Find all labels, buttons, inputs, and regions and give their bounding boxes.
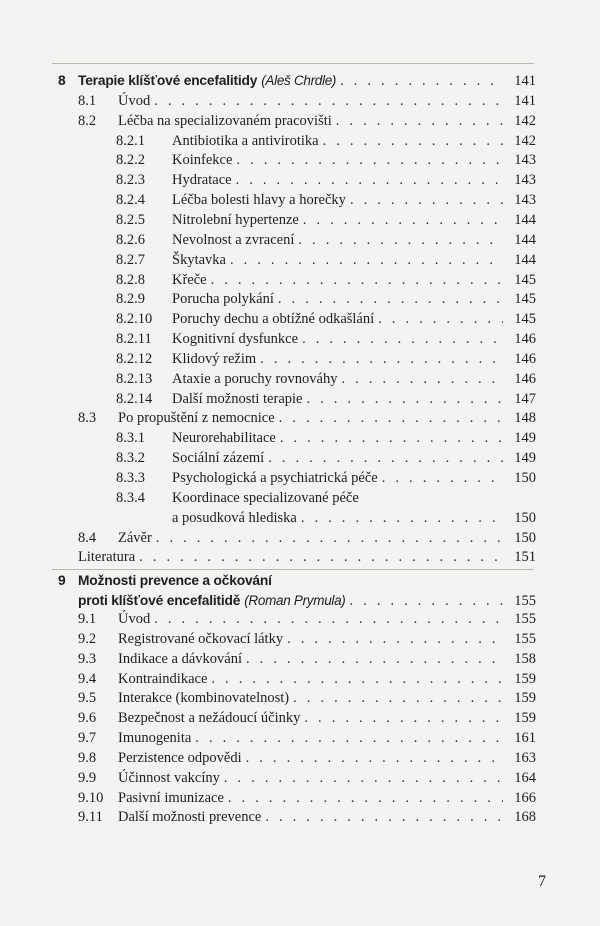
toc-title: Antibiotika a antivirotika (172, 132, 319, 149)
toc-page-number: 166 (514, 789, 536, 806)
toc-row (0, 768, 600, 788)
toc-title: Imunogenita (118, 730, 192, 747)
toc-title: Možnosti prevence a očkování (78, 573, 272, 589)
toc-page-number: 145 (514, 311, 536, 328)
toc-page-number: 145 (514, 291, 536, 308)
toc-number: 8.2.14 (116, 390, 153, 407)
toc-title: Terapie klíšťové encefalitidy (78, 73, 258, 88)
toc-row (0, 528, 600, 548)
toc-number: 8.2.6 (116, 231, 145, 248)
toc-number: 9.2 (78, 630, 97, 647)
toc-title: Hydratace (172, 172, 232, 189)
toc-number: 8.2.5 (116, 211, 145, 228)
toc-row (0, 111, 600, 131)
toc-row (0, 210, 600, 230)
toc-page-number: 155 (514, 593, 536, 610)
toc-title-wrap (118, 669, 503, 689)
toc-row (0, 649, 600, 669)
toc-title-wrap (118, 408, 503, 428)
toc-title: Psychologická a psychiatrická péče (172, 470, 378, 486)
toc-page-number: 143 (514, 172, 536, 189)
dot-leader (297, 508, 503, 528)
toc-title: Léčba bolesti hlavy a horečky (172, 192, 346, 209)
toc-page-number: 145 (514, 271, 536, 288)
toc-number: 8.2.8 (116, 271, 145, 288)
toc-row (0, 309, 600, 329)
toc-title: Koordinace specializované péče (172, 489, 359, 506)
toc-number: 8.2.12 (116, 350, 153, 367)
toc-number: 8.4 (78, 529, 97, 546)
toc-row (0, 250, 600, 270)
toc-title: Škytavka (172, 251, 226, 268)
toc-title: Léčba na specializovaném pracovišti (118, 112, 332, 129)
dot-leader (276, 428, 503, 448)
toc-title: Literatura (78, 549, 136, 566)
toc-title: Po propuštění z nemocnice (118, 410, 275, 427)
toc-title: Křeče (172, 271, 207, 288)
toc-row (0, 508, 600, 528)
toc-number: 9 (58, 573, 66, 589)
toc-page-number: 164 (514, 769, 536, 786)
toc-title-wrap (172, 349, 503, 369)
toc-page-number: 149 (514, 430, 536, 447)
toc-row (0, 688, 600, 708)
toc-title-wrap (172, 448, 503, 468)
dot-leader (298, 329, 503, 349)
toc-title-wrap (78, 71, 503, 91)
toc-title-wrap (172, 150, 503, 170)
toc-page-number: 163 (514, 749, 536, 766)
dot-leader (150, 609, 503, 629)
toc-title-wrap (118, 111, 503, 131)
toc-title-wrap (118, 768, 503, 788)
toc-row (0, 270, 600, 290)
toc-title: Účinnost vakcíny (118, 769, 220, 786)
dot-leader (232, 170, 503, 190)
toc-title-wrap (78, 571, 503, 591)
toc-title: Pasivní imunizace (118, 789, 224, 806)
dot-leader (256, 349, 503, 369)
toc-title: Porucha polykání (172, 291, 274, 308)
toc-row (0, 448, 600, 468)
toc-title: Kontraindikace (118, 670, 208, 687)
toc-title: Koinfekce (172, 152, 233, 169)
toc-number: 8.2.7 (116, 251, 145, 268)
toc-title-wrap (172, 210, 503, 230)
toc-title: Interakce (kombinovatelnost) (118, 690, 290, 707)
toc-title-wrap (118, 748, 503, 768)
page-number: 7 (538, 873, 546, 890)
toc-title-wrap (118, 788, 503, 808)
toc-number: 8.2.9 (116, 291, 145, 308)
toc-row (0, 408, 600, 428)
toc-title-wrap (118, 688, 503, 708)
toc-title-wrap (118, 649, 503, 669)
dot-leader (226, 250, 503, 270)
toc-row (0, 230, 600, 250)
toc-title: Registrované očkovací látky (118, 630, 284, 647)
toc-page-number: 168 (514, 809, 536, 826)
dot-leader (242, 649, 503, 669)
toc-chapter-row (0, 71, 600, 91)
toc-page-number: 144 (514, 211, 536, 228)
dot-leader (338, 369, 504, 389)
toc-row (0, 91, 600, 111)
dot-leader (232, 150, 503, 170)
toc-row (0, 150, 600, 170)
toc-title-wrap (118, 728, 503, 748)
dot-leader (289, 688, 503, 708)
dot-leader (319, 131, 503, 151)
toc-page-number: 150 (514, 529, 536, 546)
toc-chapter-row (0, 571, 600, 591)
toc-title-wrap (172, 309, 503, 329)
toc-row (0, 547, 600, 567)
toc-title: Nitrolební hypertenze (172, 211, 299, 228)
toc-title-wrap (118, 807, 503, 827)
toc-title: Ataxie a poruchy rovnováhy (172, 370, 338, 387)
toc-page-number: 155 (514, 630, 536, 647)
toc-number: 8.3.1 (116, 430, 145, 447)
toc-page-number: 159 (514, 690, 536, 707)
toc-number: 9.4 (78, 670, 97, 687)
toc-page-number: 144 (514, 251, 536, 268)
dot-leader (191, 728, 503, 748)
toc-number: 8.3 (78, 410, 97, 427)
toc-row (0, 748, 600, 768)
toc-row (0, 389, 600, 409)
toc-page-number: 141 (514, 73, 536, 89)
toc-page-number: 159 (514, 710, 536, 727)
toc-title-wrap (172, 468, 503, 488)
toc-number: 9.8 (78, 749, 97, 766)
dot-leader (336, 71, 503, 91)
toc-number: 8.2.2 (116, 152, 145, 169)
toc-page-number: 148 (514, 410, 536, 427)
toc-number: 8.2.1 (116, 132, 145, 149)
toc-number: 8 (58, 73, 66, 88)
toc-page-number: 142 (514, 132, 536, 149)
dot-leader (332, 111, 503, 131)
toc-row (0, 468, 600, 488)
toc-author: (Aleš Chrdle) (261, 73, 337, 88)
toc-page-number: 161 (514, 730, 536, 747)
toc-number: 9.5 (78, 690, 97, 707)
chapter-divider (52, 569, 534, 570)
toc-page-number: 149 (514, 450, 536, 467)
toc-row (0, 728, 600, 748)
toc-number: 8.3.3 (116, 470, 145, 486)
toc-title: Sociální zázemí (172, 450, 265, 467)
toc-number: 9.10 (78, 789, 104, 806)
toc-page-number: 159 (514, 670, 536, 687)
toc-title: Indikace a dávkování (118, 650, 243, 667)
toc-number: 8.2.4 (116, 192, 145, 209)
toc-title: Závěr (118, 529, 152, 546)
toc-page-number: 141 (514, 92, 536, 109)
toc-title-wrap (172, 270, 503, 290)
toc-number: 8.1 (78, 92, 97, 109)
toc-title-wrap (172, 170, 503, 190)
toc-row (0, 170, 600, 190)
top-divider (52, 63, 534, 64)
toc-number: 9.7 (78, 730, 97, 747)
dot-leader (274, 289, 503, 309)
toc-row (0, 131, 600, 151)
toc-title: Další možnosti prevence (118, 809, 262, 826)
toc-row (0, 190, 600, 210)
toc-title: Neurorehabilitace (172, 430, 276, 447)
dot-leader (207, 270, 503, 290)
dot-leader (207, 669, 503, 689)
toc-page-number: 150 (514, 509, 536, 526)
toc-row (0, 629, 600, 649)
toc-title-wrap (172, 389, 503, 409)
dot-leader (302, 389, 503, 409)
toc-number: 8.2.11 (116, 331, 152, 348)
toc-title: Další možnosti terapie (172, 390, 303, 407)
toc-page-number: 143 (514, 192, 536, 209)
toc-row (0, 669, 600, 689)
dot-leader (261, 807, 503, 827)
dot-leader (346, 190, 503, 210)
toc-row (0, 788, 600, 808)
toc-number: 8.2.10 (116, 311, 153, 328)
toc-row (0, 488, 600, 508)
toc-number: 8.2 (78, 112, 97, 129)
toc-number: 9.3 (78, 650, 97, 667)
toc-title-wrap (118, 91, 503, 111)
toc-page-number: 158 (514, 650, 536, 667)
toc-row (0, 428, 600, 448)
dot-leader (294, 230, 503, 250)
toc-title-wrap (172, 131, 503, 151)
toc-page-number: 147 (514, 390, 536, 407)
toc-title: proti klíšťové encefalitidě (78, 593, 241, 609)
toc-page-number: 146 (514, 331, 536, 348)
toc-title-wrap (172, 488, 503, 508)
toc-title: Úvod (118, 92, 151, 109)
toc-page-number: 146 (514, 370, 536, 387)
toc-title-wrap (118, 629, 503, 649)
toc-title-wrap (172, 250, 503, 270)
toc-title-wrap (172, 369, 503, 389)
dot-leader (220, 768, 503, 788)
dot-leader (224, 788, 503, 808)
toc-page-number: 146 (514, 350, 536, 367)
toc-title: Nevolnost a zvracení (172, 231, 295, 248)
toc-number: 8.3.2 (116, 450, 145, 467)
toc-number: 8.3.4 (116, 489, 145, 506)
toc-title-wrap (78, 547, 503, 567)
dot-leader (374, 309, 503, 329)
toc-number: 9.6 (78, 710, 97, 727)
dot-leader (378, 468, 503, 488)
toc-row (0, 807, 600, 827)
dot-leader (135, 547, 503, 567)
toc-row (0, 369, 600, 389)
toc-title-wrap (172, 289, 503, 309)
toc-number: 8.2.3 (116, 172, 145, 189)
toc-title: Kognitivní dysfunkce (172, 331, 299, 348)
toc-row (0, 609, 600, 629)
toc-page-number: 151 (514, 549, 536, 566)
toc-row (0, 289, 600, 309)
toc-title: Perzistence odpovědi (118, 749, 242, 766)
toc-title-wrap (118, 708, 503, 728)
dot-leader (152, 528, 503, 548)
toc-number: 9.9 (78, 769, 97, 786)
dot-leader (242, 748, 503, 768)
toc-title-wrap (172, 329, 503, 349)
dot-leader (150, 91, 503, 111)
toc-title-wrap (172, 428, 503, 448)
toc-title: a posudková hlediska (172, 509, 297, 526)
toc-title: Poruchy dechu a obtížné odkašlání (172, 311, 375, 328)
toc-title-wrap (118, 609, 503, 629)
toc-row (0, 329, 600, 349)
dot-leader (299, 210, 503, 230)
dot-leader (275, 408, 503, 428)
toc-title-wrap (172, 190, 503, 210)
dot-leader (283, 629, 503, 649)
toc-title-wrap (118, 528, 503, 548)
toc-page-number: 144 (514, 231, 536, 248)
toc-title: Úvod (118, 610, 151, 627)
toc-page-number: 150 (514, 470, 536, 486)
toc-title-wrap (172, 508, 503, 528)
dot-leader (300, 708, 503, 728)
toc-page-number: 142 (514, 112, 536, 129)
toc-title: Bezpečnost a nežádoucí účinky (118, 710, 301, 727)
toc-row (0, 708, 600, 728)
toc-page-number: 155 (514, 610, 536, 627)
toc-title: Klidový režim (172, 350, 257, 367)
toc-page-number: 143 (514, 152, 536, 169)
dot-leader (264, 448, 503, 468)
toc-title-wrap (172, 230, 503, 250)
toc-author: (Roman Prymula) (244, 593, 346, 609)
toc-number: 8.2.13 (116, 370, 153, 387)
toc-number: 9.1 (78, 610, 97, 627)
toc-number: 9.11 (78, 809, 103, 826)
toc-row (0, 349, 600, 369)
